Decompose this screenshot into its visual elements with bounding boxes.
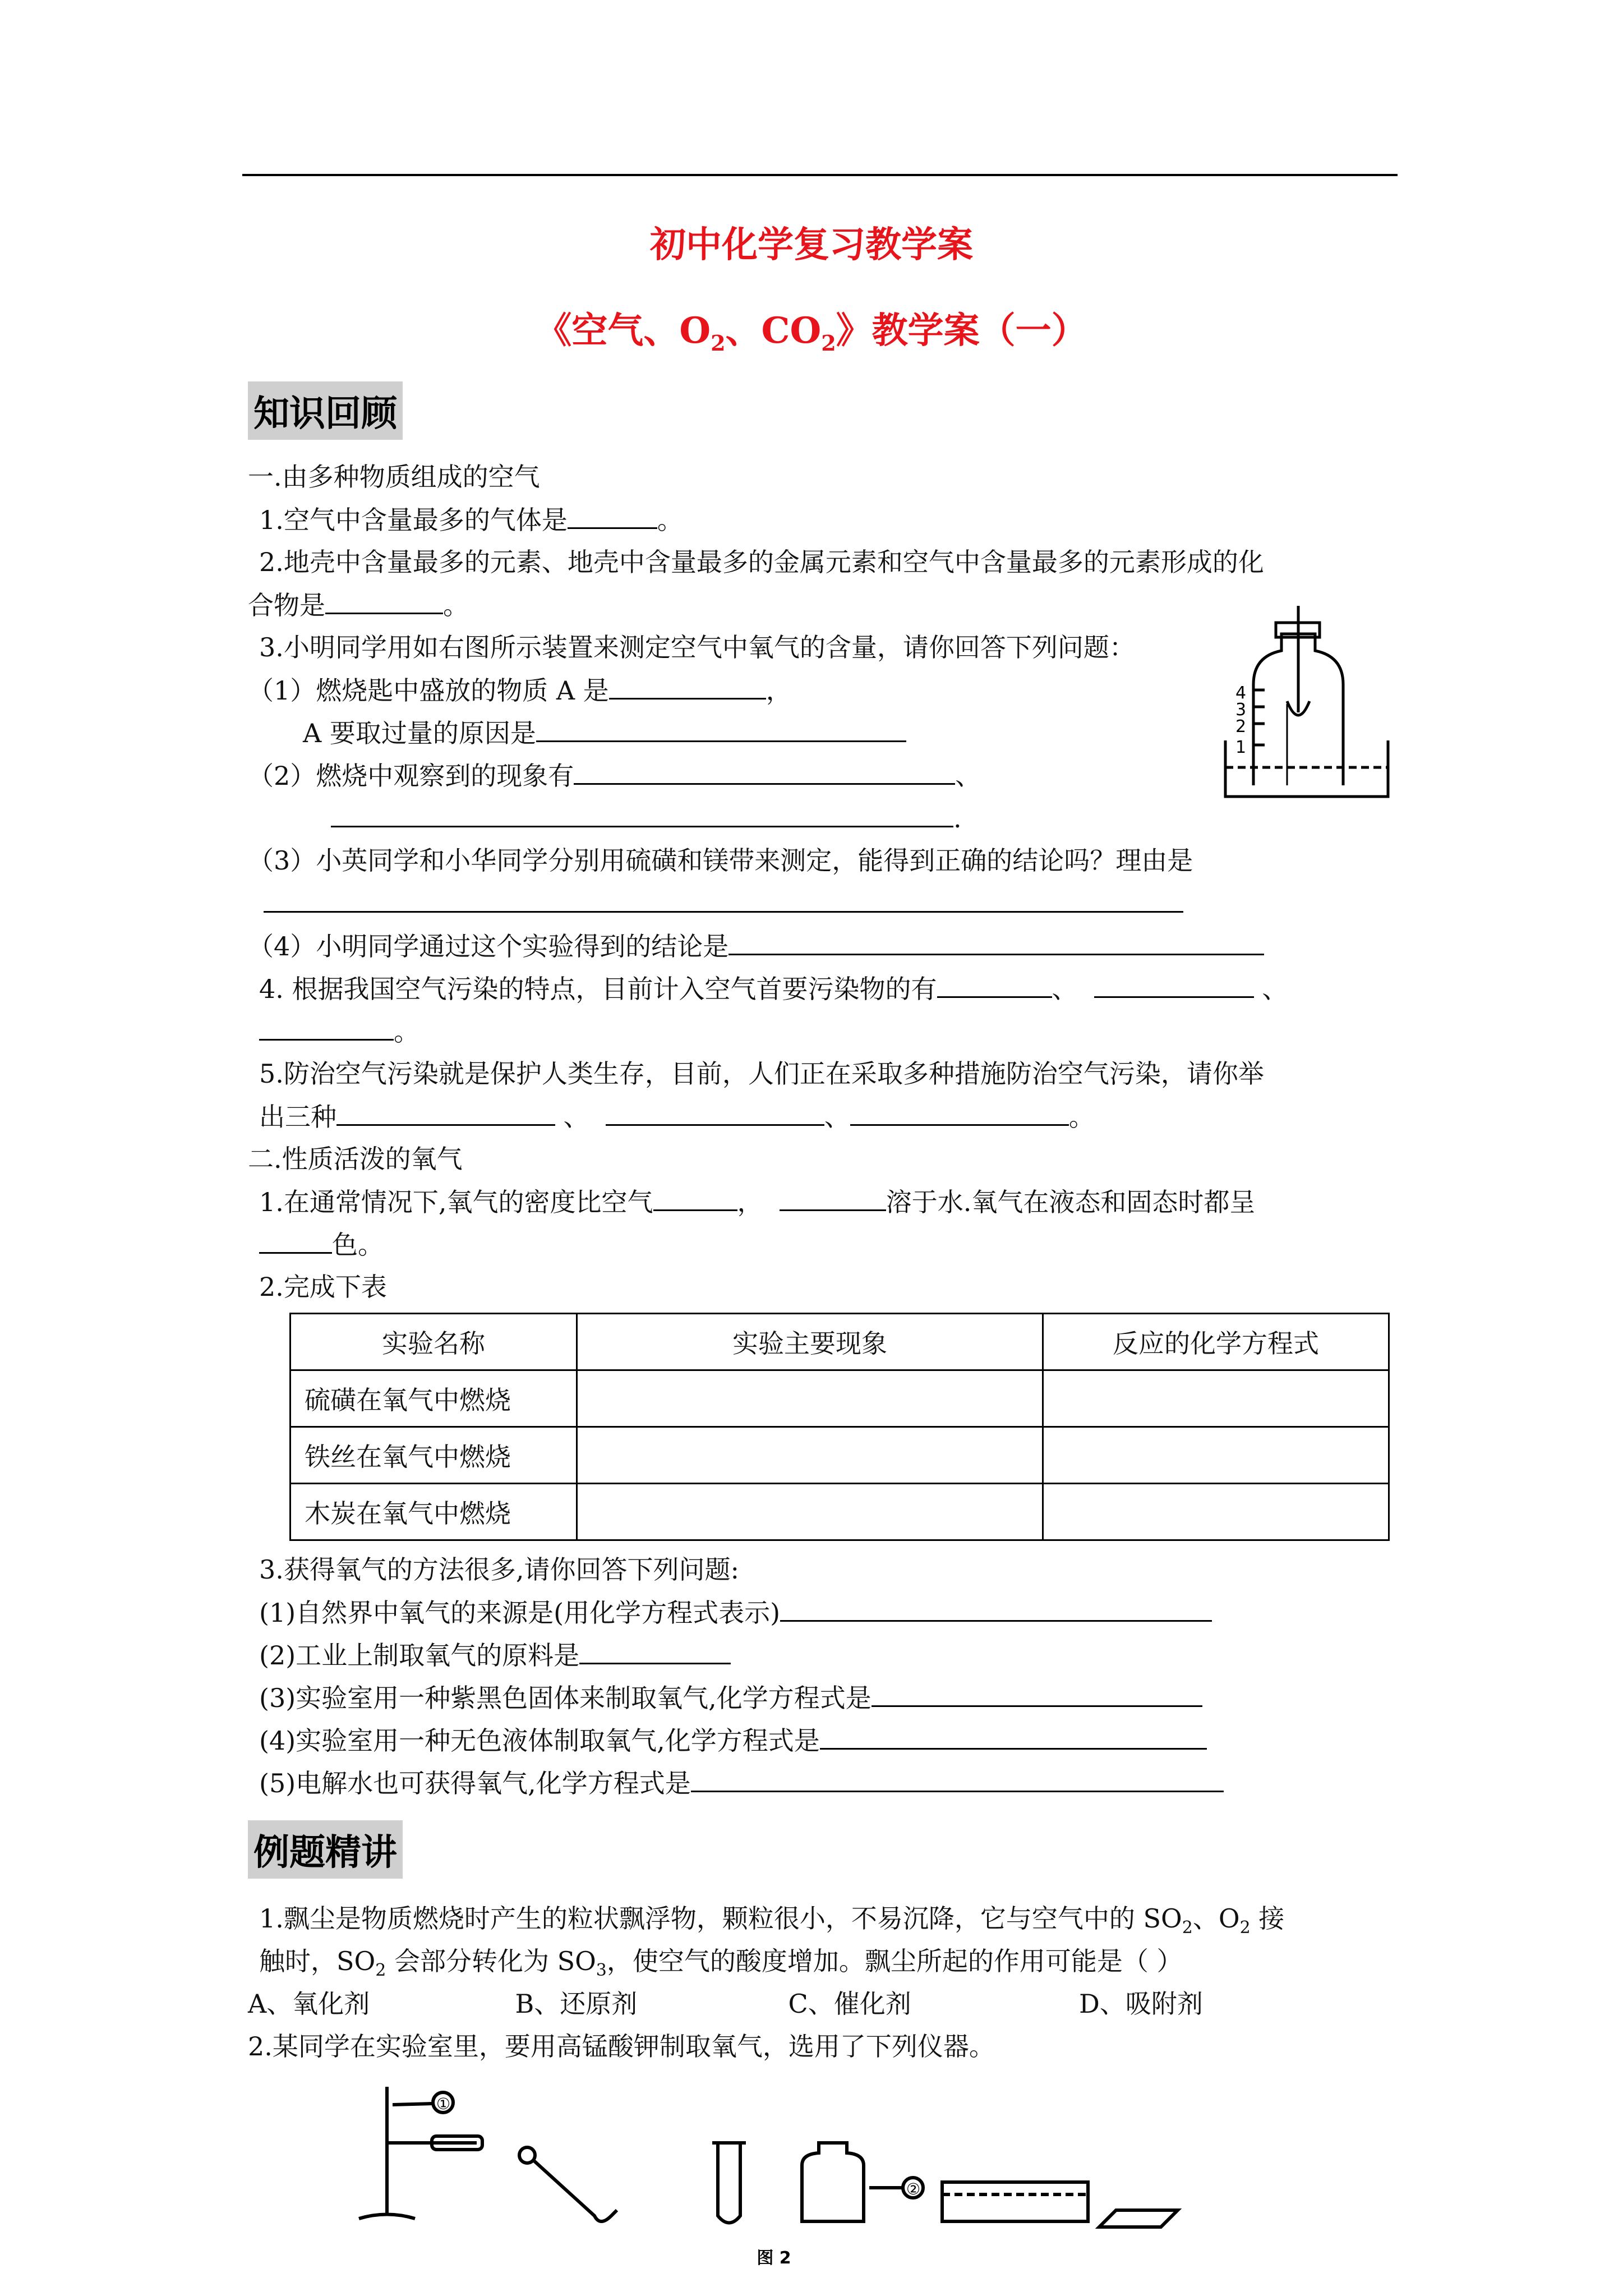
option-a: A、氧化剂 bbox=[248, 1989, 370, 2019]
oxygen-q3-1: (1)自然界中氧气的来源是(用化学方程式表示) bbox=[259, 1595, 1212, 1630]
oxygen-q3: 3.获得氧气的方法很多,请你回答下列问题: bbox=[259, 1554, 740, 1585]
scale-label: 1 bbox=[1235, 738, 1247, 757]
question-4: 4. 根据我国空气污染的特点，目前计入空气首要污染物的有 、 、 bbox=[259, 972, 1288, 1006]
question-3-3: （3）小英同学和小华同学分别用硫磺和镁带来测定，能得到正确的结论吗？理由是 bbox=[248, 845, 1193, 876]
question-5-cont: 出三种 、 、 。 bbox=[259, 1099, 1095, 1134]
example-1: 1.飘尘是物质燃烧时产生的粒状飘浮物，颗粒很小，不易沉降，它与空气中的 $SO_2$、$O_2$ 接 bbox=[259, 1903, 1285, 1938]
part-one-heading: 一.由多种物质组成的空气 bbox=[248, 462, 540, 492]
oxygen-measurement-apparatus-figure bbox=[1220, 606, 1399, 808]
table-cell bbox=[1043, 1427, 1389, 1484]
table-cell: 木炭在氧气中燃烧 bbox=[291, 1484, 577, 1540]
question-3-2: （2）燃烧中观察到的现象有 、 bbox=[248, 758, 981, 793]
table-row bbox=[291, 1427, 1389, 1484]
table-cell bbox=[577, 1484, 1043, 1540]
example-2: 2.某同学在实验室里，要用高锰酸钾制取氧气，选用了下列仪器。 bbox=[248, 2031, 995, 2062]
scale-label: 3 bbox=[1235, 700, 1247, 720]
oxygen-q3-5: (5)电解水也可获得氧气,化学方程式是 bbox=[259, 1766, 1224, 1800]
question-4-cont: 。 bbox=[259, 1014, 419, 1048]
table-header: 实验主要现象 bbox=[577, 1314, 1043, 1370]
question-2-cont: 合物是 。 bbox=[248, 588, 469, 622]
example-1-options bbox=[248, 1987, 1203, 2021]
example-1-cont: 触时，$SO_2$ 会部分转化为 $SO_3$，使空气的酸度增加。飘尘所起的作用可能是（ ） bbox=[259, 1946, 1183, 1981]
table-row bbox=[291, 1370, 1389, 1427]
lab-instruments-figure bbox=[348, 2076, 1200, 2272]
page-subtitle: 《空气、$O_2$、$CO_2$》教学案（一） bbox=[536, 310, 1087, 356]
question-2: 2.地壳中含量最多的元素、地壳中含量最多的金属元素和空气中含量最多的元素形成的化 bbox=[259, 547, 1264, 577]
figure-label: ② bbox=[906, 2180, 921, 2198]
section-heading-review: 知识回顾 bbox=[248, 381, 403, 440]
question-1: 1.空气中含量最多的气体是 。 bbox=[259, 503, 683, 537]
option-d: D、吸附剂 bbox=[1079, 1989, 1203, 2019]
question-3-4: （4）小明同学通过这个实验得到的结论是 bbox=[248, 929, 1264, 963]
scale-label: 4 bbox=[1235, 683, 1247, 703]
question-5: 5.防治空气污染就是保护人类生存，目前，人们正在采取多种措施防治空气污染，请你举 bbox=[259, 1059, 1264, 1089]
table-cell bbox=[1043, 1484, 1389, 1540]
option-b: B、还原剂 bbox=[515, 1989, 638, 2019]
part-two-heading: 二.性质活泼的氧气 bbox=[248, 1144, 463, 1174]
option-c: C、催化剂 bbox=[788, 1989, 911, 2019]
table-row bbox=[291, 1484, 1389, 1540]
question-3-3b bbox=[264, 886, 1183, 921]
table-cell bbox=[577, 1427, 1043, 1484]
figure-caption: 图 2 bbox=[757, 2248, 791, 2268]
table-header: 实验名称 bbox=[291, 1314, 577, 1370]
oxygen-q3-2: (2)工业上制取氧气的原料是 bbox=[259, 1638, 731, 1672]
scale-label: 2 bbox=[1235, 717, 1247, 737]
figure-label: ① bbox=[436, 2095, 451, 2113]
oxygen-q3-4: (4)实验室用一种无色液体制取氧气,化学方程式是 bbox=[259, 1723, 1207, 1757]
question-3-1: （1）燃烧匙中盛放的物质 A 是 ， bbox=[248, 673, 792, 707]
oxygen-q2: 2.完成下表 bbox=[259, 1272, 387, 1302]
top-rule bbox=[242, 174, 1398, 176]
question-3: 3.小明同学用如右图所示装置来测定空气中氧气的含量，请你回答下列问题： bbox=[259, 632, 1135, 662]
section-heading-examples: 例题精讲 bbox=[248, 1820, 403, 1879]
question-3-1b: A 要取过量的原因是 bbox=[303, 716, 906, 750]
question-3-2b: . bbox=[331, 801, 962, 835]
table-header: 反应的化学方程式 bbox=[1043, 1314, 1389, 1370]
table-cell: 硫磺在氧气中燃烧 bbox=[291, 1370, 577, 1427]
oxygen-q1-cont: 色。 bbox=[259, 1227, 384, 1262]
oxygen-q3-3: (3)实验室用一种紫黑色固体来制取氧气,化学方程式是 bbox=[259, 1681, 1202, 1715]
oxygen-q1: 1.在通常情况下,氧气的密度比空气 ， 溶于水.氧气在液态和固态时都呈 bbox=[259, 1185, 1255, 1219]
table-cell bbox=[1043, 1370, 1389, 1427]
table-cell: 铁丝在氧气中燃烧 bbox=[291, 1427, 577, 1484]
page-title: 初中化学复习教学案 bbox=[650, 224, 973, 266]
experiment-table bbox=[289, 1313, 1390, 1541]
table-cell bbox=[577, 1370, 1043, 1427]
